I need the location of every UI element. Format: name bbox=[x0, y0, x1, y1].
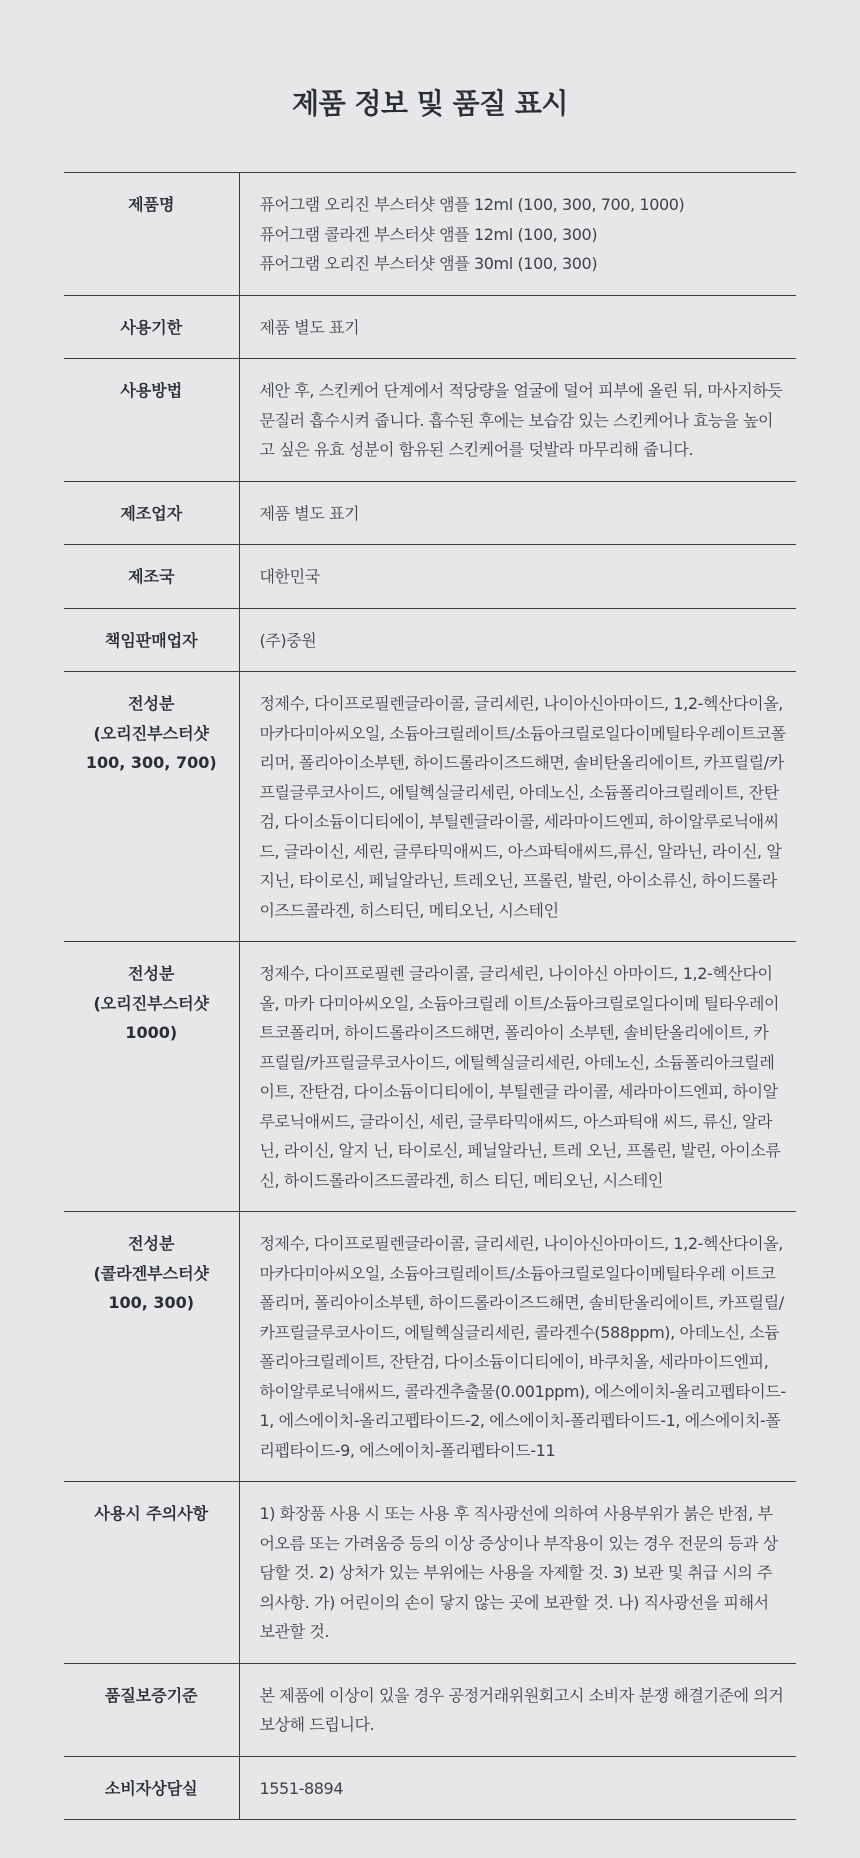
row-responsible-seller bbox=[64, 608, 796, 672]
row-expiration bbox=[64, 295, 796, 359]
row-precautions bbox=[64, 1482, 796, 1664]
product-name-line: 퓨어그램 오리진 부스터샷 앰플 12ml (100, 300, 700, 1000) bbox=[259, 195, 685, 214]
customer-service-phone: 1551-8894 bbox=[259, 1778, 344, 1798]
value-text: 제품 별도 표기 bbox=[259, 503, 360, 523]
label-usage bbox=[64, 359, 239, 482]
row-customer-service bbox=[64, 1756, 796, 1820]
label-expiration bbox=[64, 295, 239, 359]
product-name-line: 퓨어그램 오리진 부스터샷 앰플 30ml (100, 300) bbox=[259, 254, 598, 273]
label-line: 100, 300) bbox=[108, 1293, 195, 1312]
label-line: 전성분 bbox=[128, 1234, 175, 1253]
value-precautions bbox=[239, 1482, 796, 1664]
label-line: 사용기한 bbox=[120, 317, 183, 337]
label-line: 1000) bbox=[125, 1023, 178, 1042]
value-ingredients-origin-1000 bbox=[239, 942, 796, 1212]
label-customer-service bbox=[64, 1756, 239, 1820]
value-usage bbox=[239, 359, 796, 482]
value-country bbox=[239, 545, 796, 609]
label-quality-guarantee bbox=[64, 1663, 239, 1756]
label-line: 전성분 bbox=[128, 964, 175, 983]
value-ingredients-origin bbox=[239, 672, 796, 942]
label-line: (오리진부스터샷 bbox=[93, 723, 209, 743]
value-text: 제품 별도 표기 bbox=[259, 317, 360, 337]
value-text: 정제수, 다이프로필렌 글라이콜, 글리세린, 나이아신 아마이드, 1,2-헥산다이올, 마카 다미아씨오일, 소듐아크릴레 이트/소듐아크릴로일다이메 틸타우레이트코폴리머, 하이드롤라이즈드해면, 폴리아이 소부텐, 솔비탄올리에이트, 카 프릴릴/카프릴글루코사이드, 에틸헥실글리세린, 아데노신, 소듐폴리아크릴레이트, 잔탄검, 다이소듐이디티에이, 부틸렌글 라이콜, 세라마이드엔피, 하이알 루로닉애씨드, 글라이신, 세린, 글루타믹애씨드, 아스파틱애 씨드, 류신, 알라닌, 라이신, 알지 닌, 타이로신, 페닐알라닌, 트레 오닌, 프롤린, 발린, 아이소류신, 하이드롤라이즈드콜라겐, 히스 티딘, 메티오닌, 시스테인 bbox=[259, 964, 781, 1190]
value-quality-guarantee bbox=[239, 1663, 796, 1756]
row-ingredients-origin bbox=[64, 672, 796, 942]
label-country bbox=[64, 545, 239, 609]
label-line: 제조업자 bbox=[120, 503, 183, 523]
label-responsible-seller bbox=[64, 608, 239, 672]
value-text: 본 제품에 이상이 있을 경우 공정거래위원회고시 소비자 분쟁 해결기준에 의거 보상해 드립니다. bbox=[259, 1685, 784, 1734]
value-product-name bbox=[239, 173, 796, 296]
label-product-name bbox=[64, 173, 239, 296]
value-text: 정제수, 다이프로필렌글라이콜, 글리세린, 나이아신아마이드, 1,2-헥산다이올, 마카다미아씨오일, 소듐아크릴레이트/소듐아크릴로일다이메틸타우레이트코폴리머, 폴리아이소부텐, 하이드롤라이즈드해면, 솔비탄올리에이트, 카프릴릴/카프릴글루코사이드, 에틸헥실글리세린, 아데노신, 소듐폴리아크릴레이트, 잔탄검, 다이소듐이디티에이, 부틸렌글라이콜, 세라마이드엔피, 하이알루로닉애씨드, 글라이신, 세린, 글루타믹애씨드, 아스파틱애씨드,류신, 알라닌, 라이신, 알지닌, 타이로신, 페닐알라닌, 트레오닌, 프롤린, 발린, 아이소류신, 하이드롤라이즈드콜라겐, 히스티딘, 메티오닌, 시스테인 bbox=[259, 694, 786, 920]
label-ingredients-origin-1000 bbox=[64, 942, 239, 1212]
value-text: (주)중원 bbox=[259, 630, 317, 650]
label-line: 소비자상담실 bbox=[104, 1778, 198, 1798]
value-text: 대한민국 bbox=[259, 567, 320, 586]
label-line: 사용방법 bbox=[120, 381, 183, 400]
label-ingredients-origin bbox=[64, 672, 239, 942]
value-expiration bbox=[239, 295, 796, 359]
product-name-line: 퓨어그램 콜라겐 부스터샷 앰플 12ml (100, 300) bbox=[259, 224, 598, 244]
product-info-table bbox=[64, 172, 796, 1820]
label-line: 제품명 bbox=[128, 195, 175, 214]
row-product-name bbox=[64, 173, 796, 296]
row-usage bbox=[64, 359, 796, 482]
label-line: (콜라겐부스터샷 bbox=[93, 1263, 209, 1283]
label-line: 품질보증기준 bbox=[104, 1685, 198, 1705]
page-title: 제품 정보 및 품질 표시 bbox=[292, 87, 568, 120]
value-responsible-seller bbox=[239, 608, 796, 672]
label-precautions bbox=[64, 1482, 239, 1664]
value-text: 정제수, 다이프로필렌글라이콜, 글리세린, 나이아신아마이드, 1,2-헥산다이올, 마카다미아씨오일, 소듐아크릴레이트/소듐아크릴로일다이메틸타우레 이트코폴리머, 폴리아이소부텐, 하이드롤라이즈드해면, 솔비탄올리에이트, 카프릴릴/카프릴글루코사이드, 에틸헥실글리세린, 콜라겐수(588ppm), 아데노신, 소듐폴리아크릴레이트, 잔탄검, 다이소듐이디티에이, 바쿠치올, 세라마이드엔피, 하이알루로닉애씨드, 콜라겐추출물(0.001ppm), 에스에이치-올리고펩타이드-1, 에스에이치-올리고펩타이드-2, 에스에이치-폴리펩타이드-1, 에스에이치-폴리펩타이드-9, 에스에이치-폴리펩타이드-11 bbox=[259, 1234, 786, 1460]
row-quality-guarantee bbox=[64, 1663, 796, 1756]
product-info-rows bbox=[64, 173, 796, 1820]
label-line: 전성분 bbox=[128, 694, 175, 713]
value-ingredients-collagen bbox=[239, 1212, 796, 1482]
value-text: 1) 화장품 사용 시 또는 사용 후 직사광선에 의하여 사용부위가 붉은 반점, 부어오름 또는 가려움증 등의 이상 증상이나 부작용이 있는 경우 전문의 등과 상담할 것. 2) 상처가 있는 부위에는 사용을 자제할 것. 3) 보관 및 취급 시의 주의사항. 가) 어린이의 손이 닿지 않는 곳에 보관할 것. 나) 직사광선을 피해서 보관할 것. bbox=[259, 1504, 778, 1641]
label-line: 제조국 bbox=[128, 567, 175, 586]
row-ingredients-collagen bbox=[64, 1212, 796, 1482]
label-line: 100, 300, 700) bbox=[85, 753, 217, 772]
value-customer-service bbox=[239, 1756, 796, 1820]
row-manufacturer bbox=[64, 481, 796, 545]
label-manufacturer bbox=[64, 481, 239, 545]
label-line: 사용시 주의사항 bbox=[94, 1504, 209, 1523]
label-line: (오리진부스터샷 bbox=[93, 993, 209, 1013]
row-ingredients-origin-1000 bbox=[64, 942, 796, 1212]
row-country bbox=[64, 545, 796, 609]
value-text: 세안 후, 스킨케어 단계에서 적당량을 얼굴에 덜어 피부에 올린 뒤, 마사지하듯 문질러 흡수시켜 줍니다. 흡수된 후에는 보습감 있는 스킨케어나 효능을 높이고 싶은 유효 성분이 함유된 스킨케어를 덧발라 마무리해 줍니다. bbox=[259, 381, 783, 459]
label-ingredients-collagen bbox=[64, 1212, 239, 1482]
value-manufacturer bbox=[239, 481, 796, 545]
label-line: 책임판매업자 bbox=[104, 630, 198, 650]
